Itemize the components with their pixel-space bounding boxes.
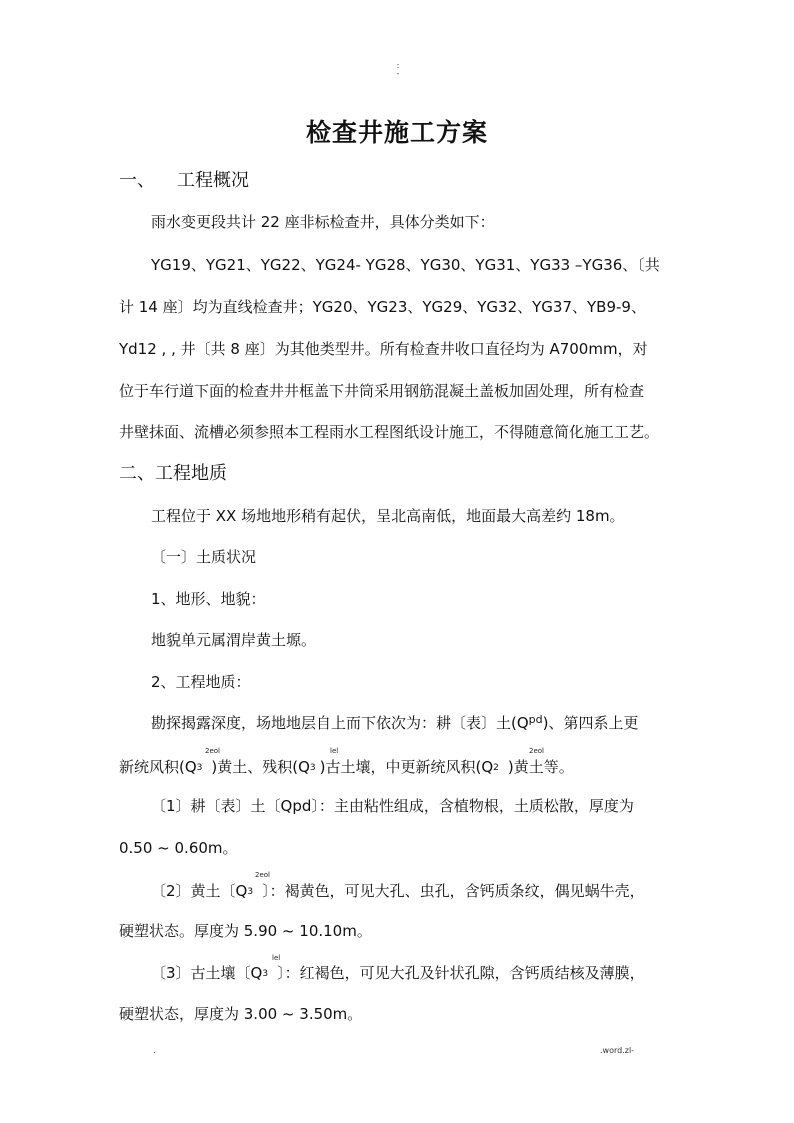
p5-l2-text-b: )黄土、残积(Q bbox=[211, 758, 310, 776]
p8-text-a: 〔3〕古土壤〔Q bbox=[151, 964, 263, 982]
paragraph-7-line-2: 硬塑状态。厚度为 5.90 ~ 10.10m。 bbox=[119, 922, 372, 940]
paragraph-2-line-4: 位于车行道下面的检查井井框盖下井筒采用钢筋混凝土盖板加固处理，所有检查 bbox=[119, 382, 645, 400]
paragraph-3: 工程位于 XX 场地地形稍有起伏，呈北高南低，地面最大高差约 18m。 bbox=[151, 507, 625, 525]
subheading-terrain: 1、地形、地貌： bbox=[151, 590, 266, 608]
section-2-title: 二、工程地质 bbox=[119, 463, 227, 484]
paragraph-2-line-1: YG19、YG21、YG22、YG24- YG28、YG30、YG31、YG33 –YG36、〔共 bbox=[151, 256, 660, 274]
section-1-title: 工程概况 bbox=[177, 170, 249, 191]
p7-text-a: 〔2〕黄土〔Q bbox=[151, 882, 248, 900]
paragraph-6-line-1: 〔1〕耕〔表〕土〔Qpd〕：主由粘性组成，含植物根，土质松散，厚度为 bbox=[151, 797, 634, 815]
paragraph-5-line-2 bbox=[119, 757, 574, 780]
paragraph-7-line-1 bbox=[151, 881, 645, 904]
paragraph-6-line-2: 0.50 ~ 0.60m。 bbox=[119, 839, 238, 857]
header-mark: : - bbox=[396, 61, 400, 78]
paragraph-1: 雨水变更段共计 22 座非标检查井，具体分类如下： bbox=[151, 213, 495, 231]
paragraph-5-line-1 bbox=[151, 713, 639, 735]
page-title: 检查井施工方案 bbox=[305, 118, 488, 147]
p5-l2-text-c: )古土壤，中更新统风积(Q bbox=[319, 758, 494, 776]
p5-l2-text-d: )黄土等。 bbox=[507, 758, 574, 776]
paragraph-8-line-1 bbox=[151, 963, 645, 986]
paragraph-4: 地貌单元属渭岸黄土塬。 bbox=[151, 631, 317, 649]
p5-l2-sub-2: 3 bbox=[309, 763, 316, 773]
p5-text-b: )、第四系上更 bbox=[542, 714, 639, 732]
p5-sup-pd: pd bbox=[528, 713, 543, 726]
p5-l2-sup-3: 2eol bbox=[529, 747, 544, 755]
p8-sup: lel bbox=[272, 954, 281, 962]
p5-l2-sub-1: 3 bbox=[196, 763, 203, 773]
paragraph-8-line-2: 硬塑状态，厚度为 3.00 ~ 3.50m。 bbox=[119, 1005, 363, 1023]
paragraph-2-line-3: Yd12 , , 井〔共 8 座〕为其他类型井。所有检查井收口直径均为 A700mm，对 bbox=[119, 340, 648, 358]
section-1-number: 一、 bbox=[119, 170, 155, 191]
p7-text-b: 〕：褐黄色，可见大孔、虫孔，含钙质条纹，偶见蜗牛壳， bbox=[262, 882, 645, 900]
p5-l2-sub-3: 2 bbox=[493, 763, 499, 773]
subheading-soil-condition: 〔一〕土质状况 bbox=[151, 548, 257, 566]
p5-text-a: 勘探揭露深度，场地地层自上而下依次为：耕〔表〕土(Q bbox=[151, 714, 529, 732]
paragraph-2-line-5: 井壁抹面、流槽必须参照本工程雨水工程图纸设计施工，不得随意简化施工工艺。 bbox=[119, 423, 660, 441]
p7-sub: 3 bbox=[247, 887, 254, 897]
p5-l2-sup-2: lel bbox=[330, 747, 339, 755]
subheading-geology: 2、工程地质： bbox=[151, 673, 251, 691]
p5-l2-sup-1: 2eol bbox=[205, 747, 220, 755]
p7-sup: 2eol bbox=[255, 871, 270, 879]
p8-text-b: 〕：红褐色，可见大孔及针状孔隙，含钙质结核及薄膜， bbox=[277, 964, 645, 982]
p5-l2-text-a: 新统风积(Q bbox=[119, 758, 197, 776]
footer-right: .word.zl- bbox=[600, 1046, 635, 1055]
footer-left: . bbox=[153, 1046, 156, 1055]
paragraph-2-line-2: 计 14 座〕均为直线检查井；YG20、YG23、YG29、YG32、YG37、YB9-9、 bbox=[119, 298, 646, 316]
p8-sub: 3 bbox=[262, 969, 269, 979]
